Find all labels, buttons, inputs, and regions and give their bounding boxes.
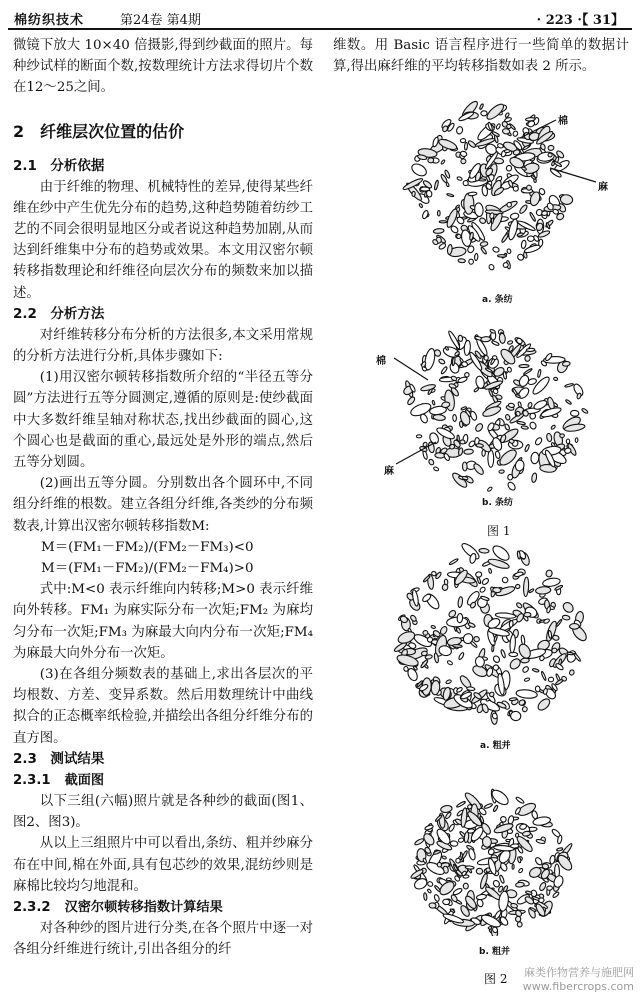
fiber-shape <box>516 689 538 699</box>
fiber-shape <box>523 368 532 375</box>
fiber-shape <box>534 437 543 446</box>
section-2-2-paragraph-1: 对纤维转移分布分析的方法很多,本文采用常规的分析方法进行分析,具体步骤如下: <box>13 327 313 365</box>
left-column <box>13 35 313 960</box>
fiber-shape <box>437 862 442 867</box>
site-watermark <box>523 966 634 994</box>
section-2-3-1-paragraph-2: 从以上三组照片中可以看出,条纺、粗并纱麻分布在中间,棉在外面,具有包芯纱的效果,混纺纱则是麻棉比较均匀地混和。 <box>13 836 313 894</box>
fiber-shape <box>468 848 477 861</box>
cross-section-photo <box>392 540 592 730</box>
fiber-shape <box>575 438 578 443</box>
section-2-3-2-paragraph: 对各种纱的图片进行分类,在各个照片中逐一对各组分纤维进行统计,引出各组分的纤 <box>13 920 313 958</box>
fiber-shape <box>509 620 514 627</box>
fiber-shape <box>518 402 522 408</box>
fiber-shape <box>469 411 477 422</box>
fiber-shape <box>422 832 436 847</box>
fiber-shape <box>527 236 534 242</box>
section-2-3-1-title: 截面图 <box>64 772 105 788</box>
fiber-shape <box>562 361 570 366</box>
fiber-shape <box>516 602 523 609</box>
fiber-shape <box>581 408 588 414</box>
fiber-shape <box>538 239 543 247</box>
fiber-shape <box>468 259 473 265</box>
fiber-shape <box>524 444 530 452</box>
intro-paragraph: 微镜下放大 10×40 倍摄影,得到纱截面的照片。每种纱试样的断面个数,按数理统计方法求得切片个数在12～25之间。 <box>13 38 313 96</box>
fiber-shape <box>566 439 569 444</box>
fiber-shape <box>543 688 548 694</box>
fiber-shape <box>535 586 551 594</box>
fiber-shape <box>445 679 451 684</box>
section-2-3-2-title: 汉密尔顿转移指数计算结果 <box>64 899 223 915</box>
fiber-shape <box>508 403 515 408</box>
continued-paragraph: 维数。用 Basic 语言程序进行一些简单的数据计算,得出麻纤维的平均转移指数如表 2 所示。 <box>333 38 629 75</box>
fiber-shape <box>464 449 474 455</box>
fiber-shape <box>434 180 439 190</box>
fiber-shape <box>504 423 510 430</box>
fiber-shape <box>567 652 574 655</box>
figure-2b <box>405 788 580 936</box>
section-2-3-heading: 2.3 测试结果 <box>13 750 105 767</box>
fiber-shape <box>475 571 482 577</box>
fiber-shape <box>556 847 563 851</box>
figure-2-caption: 图 2 <box>484 972 508 986</box>
fiber-shape <box>460 440 465 444</box>
fiber-shape <box>507 202 511 207</box>
fiber-shape <box>501 576 509 584</box>
fiber-shape <box>482 450 486 457</box>
cross-section-photo <box>405 788 580 936</box>
figure-2a-caption: a. 粗并 <box>480 741 511 751</box>
fiber-shape <box>456 627 461 634</box>
fiber-shape <box>493 805 499 812</box>
fiber-shape <box>456 801 466 808</box>
fiber-shape <box>539 898 545 903</box>
fiber-shape <box>564 383 573 387</box>
fiber-shape <box>439 221 447 223</box>
fiber-shape <box>488 568 492 573</box>
label-cotton-1a: 棉 <box>558 116 568 127</box>
fiber-shape <box>519 364 529 367</box>
fiber-shape <box>529 212 536 222</box>
fiber-shape <box>464 193 474 214</box>
fiber-shape <box>414 838 425 846</box>
fiber-shape <box>465 866 474 870</box>
fiber-shape <box>447 193 454 197</box>
fiber-shape <box>569 669 575 676</box>
section-2-2-paragraph-4: 式中:M<0 表示纤维向内转移;M>0 表示纤维向外转移。FM₁ 为麻实际分布一次矩;FM₂ 为麻均匀分布一次矩;FM₃ 为麻最大向内分布一次矩;FM₄ 为麻最大向外分布一次矩。 <box>13 582 313 661</box>
journal-name: 棉纺织技术 <box>14 13 85 28</box>
fiber-shape <box>429 902 437 908</box>
fiber-shape <box>529 421 537 430</box>
fiber-shape <box>524 355 531 362</box>
fiber-shape <box>524 677 530 681</box>
fiber-shape <box>492 355 497 360</box>
fiber-shape <box>443 899 450 905</box>
fiber-shape <box>491 645 494 652</box>
equation-2: M＝(FM₁－FM₂)/(FM₂－FM₄)>0 <box>41 561 254 577</box>
fiber-shape <box>447 660 453 666</box>
equation-1: M＝(FM₁－FM₂)/(FM₂－FM₃)<0 <box>41 539 254 555</box>
fiber-shape <box>480 241 488 247</box>
section-2-3-2-number: 2.3.2 <box>13 899 51 915</box>
fiber-shape <box>456 126 464 135</box>
fiber-shape <box>484 355 488 360</box>
section-2-2-paragraph-3: (2)画出五等分圆。分别数出各个圆环中,不同组分纤维的根数。建立各组分纤维,各类纱的分布频数表,计算出汉密尔顿转移指数M: <box>13 476 313 534</box>
fiber-shape <box>458 258 466 263</box>
fiber-shape <box>499 470 505 474</box>
fiber-shape <box>517 551 521 559</box>
fiber-shape <box>546 433 552 442</box>
fiber-shape <box>527 402 532 408</box>
fiber-shape <box>500 649 506 658</box>
fiber-shape <box>543 618 550 624</box>
fiber-shape <box>555 663 564 671</box>
fiber-shape <box>553 377 558 381</box>
watermark-line-2: www.fibercrops.com <box>522 980 634 993</box>
section-2-3-1-paragraph-1: 以下三组(六幅)照片就是各种纱的截面(图1、图2、图3)。 <box>13 793 313 831</box>
fiber-shape <box>501 233 509 243</box>
fiber-shape <box>564 447 572 454</box>
fiber-shape <box>442 855 447 859</box>
watermark-line-1: 麻类作物营养与施肥网 <box>524 966 634 979</box>
fiber-shape <box>510 711 521 721</box>
fiber-shape <box>499 875 505 884</box>
fiber-shape <box>428 158 434 163</box>
leader-lines-1b <box>380 350 460 470</box>
fiber-shape <box>499 333 506 344</box>
section-2-3-1-number: 2.3.1 <box>13 772 51 788</box>
fiber-shape <box>463 180 469 186</box>
figure-1a-caption: a. 条纺 <box>482 295 513 305</box>
fiber-shape <box>521 240 527 249</box>
section-2-2-heading: 2.2 分析方法 <box>13 305 105 322</box>
fiber-shape <box>515 916 520 922</box>
fiber-shape <box>481 111 488 116</box>
fiber-shape <box>403 666 409 672</box>
fiber-shape <box>532 668 539 672</box>
fiber-shape <box>423 630 428 635</box>
fiber-shape <box>515 796 524 804</box>
fiber-shape <box>431 625 436 629</box>
fiber-shape <box>549 855 555 864</box>
fiber-shape <box>481 336 491 342</box>
fiber-shape <box>464 142 467 150</box>
figure-1-caption: 图 1 <box>487 524 511 538</box>
fiber-shape <box>541 671 547 681</box>
fiber-shape <box>481 577 489 585</box>
fiber-shape <box>491 340 499 346</box>
fiber-shape <box>476 443 484 447</box>
fiber-shape <box>458 596 463 607</box>
fiber-shape <box>474 253 478 260</box>
fiber-shape <box>545 569 553 577</box>
fiber-shape <box>507 474 513 480</box>
fiber-shape <box>479 548 489 553</box>
fiber-shape <box>488 450 494 467</box>
figure-2a <box>392 540 592 730</box>
label-hemp-1b: 麻 <box>384 466 394 477</box>
fiber-shape <box>410 614 418 622</box>
fiber-shape <box>458 335 463 342</box>
fiber-shape <box>531 473 537 483</box>
fiber-shape <box>508 657 522 671</box>
fiber-shape <box>421 210 429 220</box>
fiber-shape <box>448 823 455 832</box>
fiber-shape <box>538 882 546 892</box>
fiber-shape <box>512 865 514 870</box>
fiber-shape <box>450 841 458 847</box>
fiber-shape <box>475 375 485 389</box>
right-column <box>333 35 629 77</box>
fiber-shape <box>458 652 465 660</box>
fiber-shape <box>427 881 434 887</box>
fiber-shape <box>519 204 529 215</box>
fiber-shape <box>507 248 512 253</box>
fiber-shape <box>479 217 487 224</box>
fiber-shape <box>515 584 520 589</box>
section-2-2-paragraph-5: (3)在各组分频数表的基础上,求出各层次的平均根数、方差、变异系数。然后用数理统计中曲线拟合的正态概率纸检验,并描绘出各组分纤维分布的直方图。 <box>13 667 313 746</box>
fiber-shape <box>561 601 575 615</box>
fiber-shape <box>514 571 524 577</box>
fiber-shape <box>562 615 570 621</box>
fiber-shape <box>476 894 487 900</box>
fiber-shape <box>433 894 440 902</box>
fiber-shape <box>521 635 525 645</box>
page-number: · 223 ·【 31】 <box>536 13 624 28</box>
fiber-shape <box>488 264 495 271</box>
fiber-shape <box>497 255 506 258</box>
fiber-shape <box>537 369 541 377</box>
fiber-shape <box>552 891 560 898</box>
figure-1b-caption: b. 条纺 <box>482 498 513 508</box>
fiber-shape <box>495 451 501 459</box>
fiber-shape <box>515 411 520 417</box>
fiber-shape <box>548 677 554 682</box>
label-cotton-1b: 棉 <box>376 356 386 367</box>
fiber-shape <box>492 246 500 253</box>
header-rule <box>8 28 632 30</box>
fiber-shape <box>492 655 501 664</box>
fiber-shape <box>473 636 480 643</box>
volume-issue: 第24卷 第4期 <box>120 13 201 28</box>
fiber-shape <box>518 868 523 874</box>
running-header <box>8 6 632 28</box>
fiber-shape <box>460 138 466 143</box>
fiber-shape <box>530 452 539 464</box>
fiber-shape <box>449 558 459 565</box>
fiber-shape <box>505 414 511 421</box>
fiber-shape <box>515 882 524 887</box>
label-hemp-1a: 麻 <box>598 182 608 193</box>
fiber-shape <box>468 192 477 196</box>
fiber-shape <box>493 587 502 593</box>
fiber-shape <box>565 399 572 405</box>
fiber-shape <box>487 486 493 492</box>
fiber-shape <box>446 878 451 881</box>
fiber-shape <box>507 218 519 240</box>
section-2-1-paragraph: 由于纤维的物理、机械特性的差异,使得某些纤维在纱中产生优先分布的趋势,这种趋势随着纺纱工艺的不同会很明显地区分或者说这种趋势加剧,从而达到纤维集中分布的趋势或效果。本文用汉密尔顿转移指数理论和纤维径向层次分布的频数来加以描述。 <box>13 179 313 301</box>
fiber-shape <box>521 425 529 429</box>
section-2-1-heading: 2.1 分析依据 <box>13 157 105 174</box>
fiber-shape <box>480 247 487 255</box>
fiber-shape <box>463 883 468 889</box>
fiber-shape <box>456 858 461 863</box>
fiber-shape <box>441 159 446 164</box>
fiber-shape <box>535 686 541 693</box>
section-2-3-1-heading <box>13 770 313 791</box>
fiber-shape <box>453 644 463 647</box>
fiber-shape <box>526 348 535 352</box>
fiber-shape <box>484 803 493 809</box>
fiber-shape <box>523 577 529 597</box>
fiber-shape <box>529 588 535 593</box>
fiber-shape <box>462 462 467 471</box>
fiber-shape <box>438 211 441 216</box>
fiber-shape <box>427 889 432 894</box>
fiber-shape <box>498 891 510 912</box>
fiber-shape <box>507 481 517 492</box>
fiber-shape <box>476 868 483 874</box>
fiber-shape <box>419 203 423 208</box>
fiber-shape <box>517 922 523 928</box>
fiber-shape <box>547 886 553 891</box>
fiber-shape <box>457 613 463 623</box>
fiber-shape <box>560 434 565 438</box>
fiber-shape <box>550 425 555 430</box>
fiber-shape <box>479 586 486 593</box>
fiber-shape <box>467 140 476 149</box>
fiber-shape <box>412 191 416 196</box>
fiber-shape <box>479 103 484 109</box>
fiber-shape <box>570 410 579 416</box>
fiber-shape <box>410 162 429 179</box>
fiber-shape <box>524 613 531 617</box>
leader-lines-1a <box>500 108 610 198</box>
fiber-shape <box>507 340 513 345</box>
fiber-shape <box>438 243 446 251</box>
section-2-heading: 2 纤维层次位置的估价 <box>13 121 185 141</box>
fiber-shape <box>433 228 444 234</box>
fiber-shape <box>446 182 450 187</box>
fiber-shape <box>457 176 463 181</box>
section-2-3-2-heading <box>13 897 313 918</box>
fiber-shape <box>507 367 512 373</box>
fiber-shape <box>444 579 448 585</box>
fiber-shape <box>536 697 552 712</box>
fiber-shape <box>423 893 427 901</box>
fiber-shape <box>458 837 464 843</box>
fiber-shape <box>522 666 530 674</box>
figure-2b-caption: b. 粗并 <box>479 947 510 957</box>
fiber-shape <box>460 158 467 165</box>
fiber-shape <box>522 706 528 712</box>
fiber-shape <box>542 577 561 588</box>
fiber-shape <box>517 421 526 425</box>
fiber-shape <box>474 422 484 432</box>
section-2-2-paragraph-2: (1)用汉密尔顿转移指数所介绍的“半径五等分圆”方法进行五等分圆测定,遵循的原则是:使纱截面中大多数纤维呈轴对称状态,找出纱截面的圆心,这个圆心也是截面的重心,最远处是外形的端点,然后五等分划圆。 <box>13 370 313 471</box>
fiber-shape <box>570 624 580 630</box>
